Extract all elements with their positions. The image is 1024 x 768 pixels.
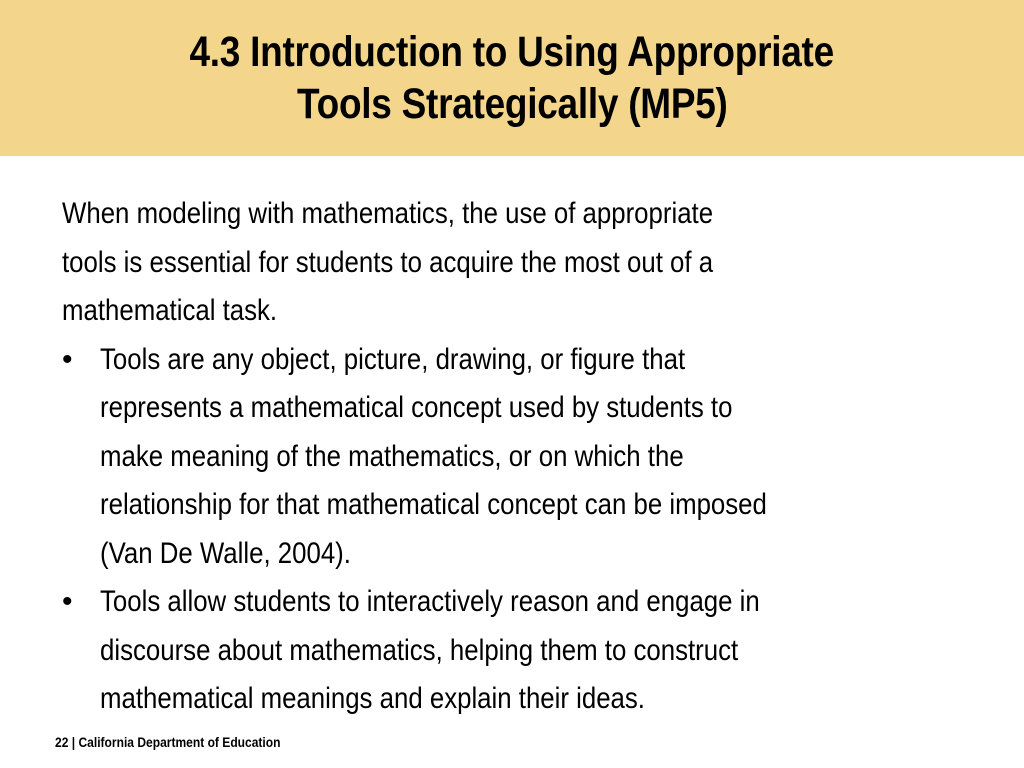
slide-footer [55,734,280,750]
slide-title-line-1: 4.3 Introduction to Using Appropriate [189,28,835,76]
intro-line: tools is essential for students to acquire the most out of a [62,245,714,279]
intro-line: When modeling with mathematics, the use of appropriate [62,197,714,230]
footer-organization: California Department of Education [78,734,281,750]
bullet-item-tools-definition [62,336,962,579]
intro-paragraph [62,190,962,336]
bullet-line: Tools are any object, picture, drawing, or figure that [100,342,686,376]
footer-separator: | [71,734,76,750]
bullet-dot-icon: • [62,342,73,376]
bullet-line: (Van De Walle, 2004). [100,536,351,570]
bullet-line: relationship for that mathematical concept can be imposed [100,488,767,521]
slide-body [62,190,962,724]
bullet-line: mathematical meanings and explain their ideas. [100,682,645,715]
intro-line: mathematical task. [62,294,278,327]
bullet-line: make meaning of the mathematics, or on which the [100,439,684,473]
bullet-dot-icon: • [62,585,73,618]
bullet-line: Tools allow students to interactively reason and engage in [100,585,760,618]
bullet-item-tools-benefits [62,578,962,724]
slide-title-line-2: Tools Strategically (MP5) [296,80,728,128]
bullet-line: discourse about mathematics, helping them to construct [100,633,739,667]
page-number: 22 [55,734,69,750]
title-band [0,0,1024,156]
bullet-line: represents a mathematical concept used by students to [100,391,733,424]
